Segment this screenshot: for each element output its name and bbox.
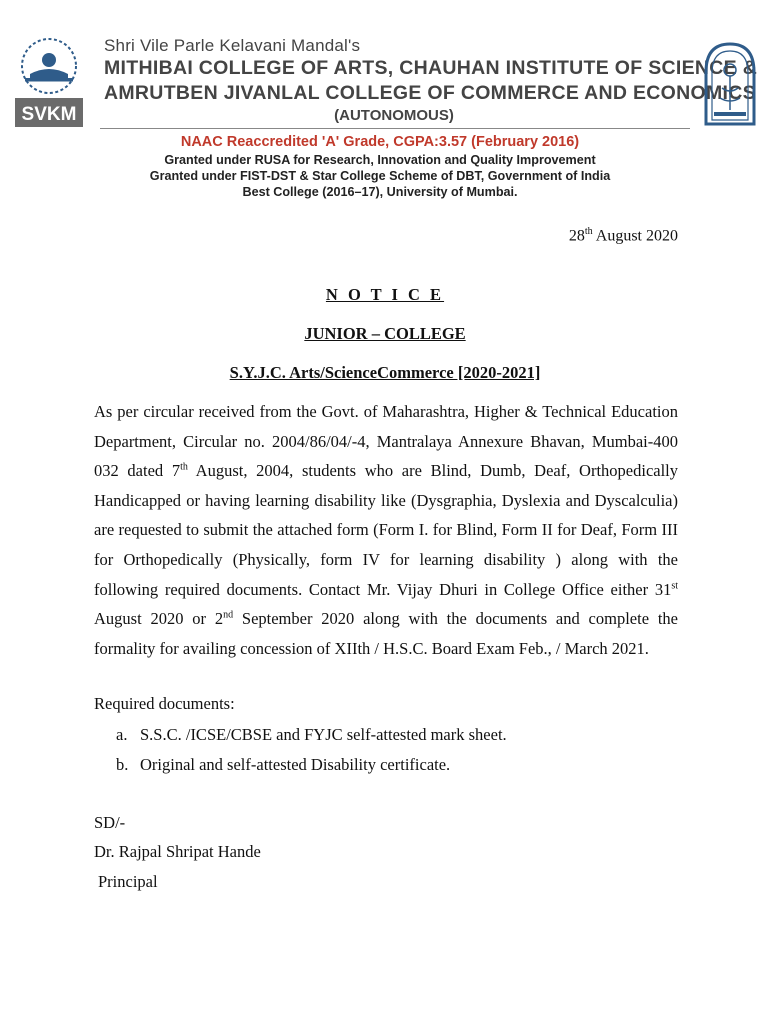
list-item <box>116 725 507 745</box>
autonomous-status: (AUTONOMOUS) <box>334 107 454 124</box>
logo-text: SVKM <box>21 104 77 125</box>
naac-accreditation: NAAC Reaccredited 'A' Grade, CGPA:3.57 (February 2016) <box>180 134 580 150</box>
notice-body <box>94 397 678 663</box>
signatory-name: Dr. Rajpal Shripat Hande <box>94 842 261 861</box>
mandal-name: Shri Vile Parle Kelavani Mandal's <box>104 36 361 55</box>
college-name-line1: MITHIBAI COLLEGE OF ARTS, CHAUHAN INSTITUTE OF SCIENCE & <box>104 57 758 79</box>
notice-title: N O T I C E <box>325 285 445 304</box>
body-part-1: As per circular received from the Govt. of Maharashtra, Higher & Technical Education Department, Circular no. 2004/86/04/-4, Mantralaya Annexure Bhavan, Mumbai-400 032 dated 7 <box>94 402 678 481</box>
fist-grant: Granted under FIST-DST & Star College Scheme of DBT, Government of India <box>149 169 611 183</box>
best-college: Best College (2016–17), University of Mumbai. <box>242 185 518 199</box>
list-marker: b. <box>116 755 129 774</box>
list-marker: a. <box>116 725 128 744</box>
body-part-2: August, 2004, students who are Blind, Dumb, Deaf, Orthopedically Handicapped or having learning disability like (Dysgraphia, Dyslexia and Dyscalculia) are requested to submit the attached form (Form I. for Blind, Form II for Deaf, Form III for Orthopedically (Physically, form IV for learning disability ) along with the following required documents. Contact Mr. Vijay Dhuri in College Office either 31 <box>94 461 679 599</box>
svkm-logo <box>8 36 90 130</box>
rusa-grant: Granted under RUSA for Research, Innovation and Quality Improvement <box>164 153 596 167</box>
header-divider <box>100 128 690 129</box>
body-sup-1: th <box>180 461 188 473</box>
body-sup-3: nd <box>223 609 234 621</box>
notice-date <box>500 226 678 245</box>
required-documents-label: Required documents: <box>94 694 235 713</box>
signoff: SD/- <box>94 813 126 832</box>
body-sup-2: st <box>671 580 678 592</box>
college-name-line2: AMRUTBEN JIVANLAL COLLEGE OF COMMERCE AND ECONOMICS <box>104 82 756 104</box>
date-suffix: th <box>584 226 593 237</box>
list-item-text: S.S.C. /ICSE/CBSE and FYJC self-attested mark sheet. <box>140 725 507 744</box>
signatory-designation: Principal <box>98 872 158 891</box>
date-day: 28 <box>568 227 585 245</box>
list-item <box>116 755 450 775</box>
date-rest: August 2020 <box>592 227 678 245</box>
section-heading: JUNIOR – COLLEGE <box>304 324 466 343</box>
class-heading: S.Y.J.C. Arts/ScienceCommerce [2020-2021] <box>229 363 541 382</box>
college-emblem <box>700 40 760 130</box>
body-part-3: August 2020 or 2 <box>94 609 224 629</box>
body-part-4: September 2020 along with the documents and complete the formality for availing concession of XIIth / H.S.C. Board Exam Feb., / March 2021. <box>94 609 678 658</box>
letterhead <box>0 0 770 210</box>
list-item-text: Original and self-attested Disability certificate. <box>140 755 451 774</box>
